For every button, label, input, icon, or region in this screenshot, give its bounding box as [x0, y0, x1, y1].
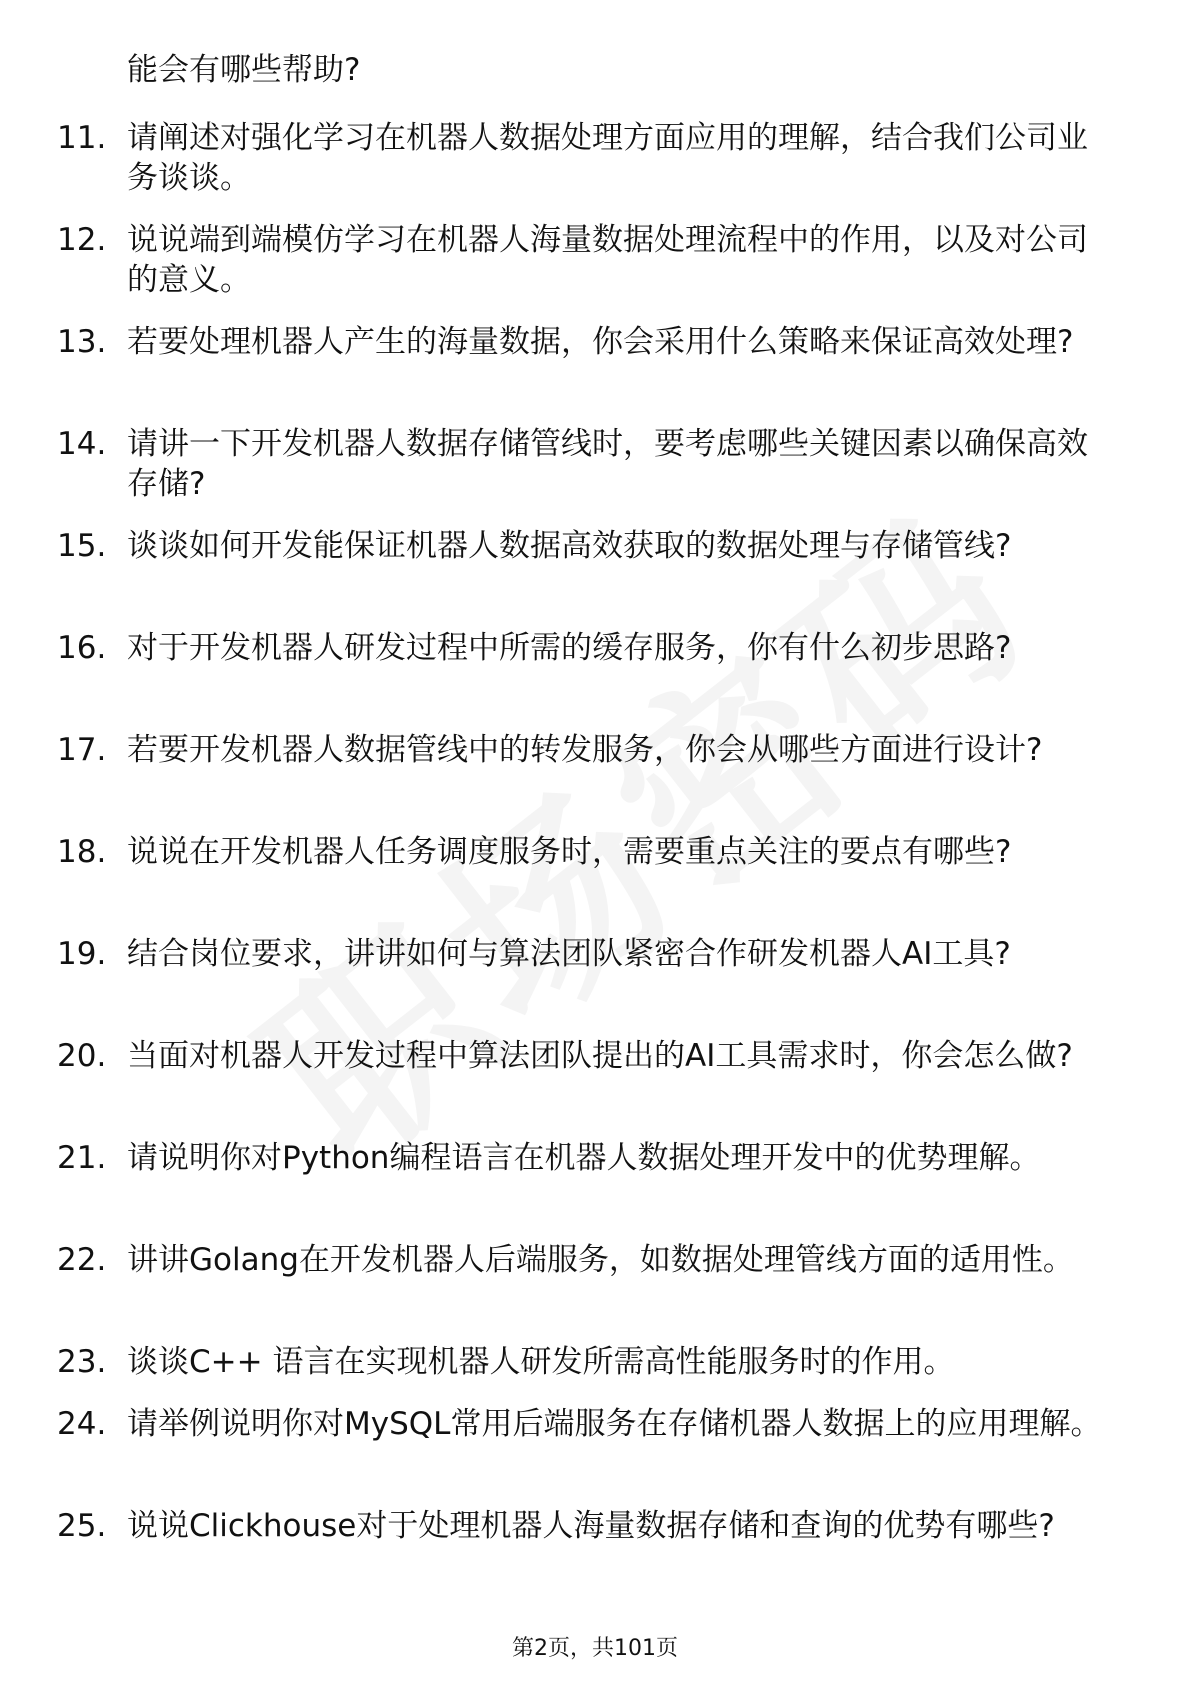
- question-number: 23.: [57, 1344, 107, 1380]
- question-number: 25.: [57, 1508, 107, 1544]
- question-text: 说说在开发机器人任务调度服务时，需要重点关注的要点有哪些?: [127, 834, 1012, 870]
- question-text: 若要处理机器人产生的海量数据，你会采用什么策略来保证高效处理?: [127, 324, 1074, 360]
- question-number: 18.: [57, 834, 107, 870]
- continued-question-text: 能会有哪些帮助?: [127, 52, 361, 88]
- question-item: [0, 118, 1190, 198]
- question-text: 请阐述对强化学习在机器人数据处理方面应用的理解，结合我们公司业务谈谈。: [127, 120, 1088, 196]
- question-number: 17.: [57, 732, 107, 768]
- question-number: 12.: [57, 222, 107, 258]
- question-number: 16.: [57, 630, 107, 666]
- question-text: 当面对机器人开发过程中算法团队提出的AI工具需求时，你会怎么做?: [127, 1038, 1073, 1074]
- question-text: 讲讲Golang在开发机器人后端服务，如数据处理管线方面的适用性。: [127, 1242, 1074, 1278]
- question-number: 19.: [57, 936, 107, 972]
- question-item: [0, 1138, 1190, 1218]
- question-item: [0, 1240, 1190, 1320]
- question-number: 11.: [57, 120, 107, 156]
- question-text: 说说Clickhouse对于处理机器人海量数据存储和查询的优势有哪些?: [127, 1508, 1055, 1544]
- question-number: 13.: [57, 324, 107, 360]
- question-text: 结合岗位要求，讲讲如何与算法团队紧密合作研发机器人AI工具?: [127, 936, 1011, 972]
- question-text: 若要开发机器人数据管线中的转发服务，你会从哪些方面进行设计?: [127, 732, 1043, 768]
- question-item: [0, 322, 1190, 402]
- question-item: [0, 730, 1190, 810]
- question-text: 请讲一下开发机器人数据存储管线时，要考虑哪些关键因素以确保高效存储?: [127, 426, 1088, 502]
- question-text: 说说端到端模仿学习在机器人海量数据处理流程中的作用，以及对公司的意义。: [127, 222, 1088, 298]
- question-text: 谈谈如何开发能保证机器人数据高效获取的数据处理与存储管线?: [127, 528, 1012, 564]
- question-item: [0, 526, 1190, 606]
- question-number: 14.: [57, 426, 107, 462]
- question-item: [0, 1404, 1190, 1484]
- question-number: 20.: [57, 1038, 107, 1074]
- question-number: 24.: [57, 1406, 107, 1442]
- page-footer: 第2页，共101页: [512, 1636, 678, 1661]
- question-text: 请举例说明你对MySQL常用后端服务在存储机器人数据上的应用理解。: [127, 1406, 1102, 1442]
- question-item: [0, 220, 1190, 300]
- question-text: 谈谈C++ 语言在实现机器人研发所需高性能服务时的作用。: [127, 1344, 955, 1380]
- question-list: [0, 118, 1190, 1608]
- question-number: 22.: [57, 1242, 107, 1278]
- question-item: [0, 1036, 1190, 1116]
- question-item: [0, 424, 1190, 504]
- question-item: [0, 832, 1190, 912]
- question-item: [0, 1342, 1190, 1382]
- question-number: 21.: [57, 1140, 107, 1176]
- question-text: 请说明你对Python编程语言在机器人数据处理开发中的优势理解。: [127, 1140, 1041, 1176]
- question-item: [0, 934, 1190, 1014]
- question-item: [0, 1506, 1190, 1586]
- question-number: 15.: [57, 528, 107, 564]
- question-item: [0, 628, 1190, 708]
- question-text: 对于开发机器人研发过程中所需的缓存服务，你有什么初步思路?: [127, 630, 1012, 666]
